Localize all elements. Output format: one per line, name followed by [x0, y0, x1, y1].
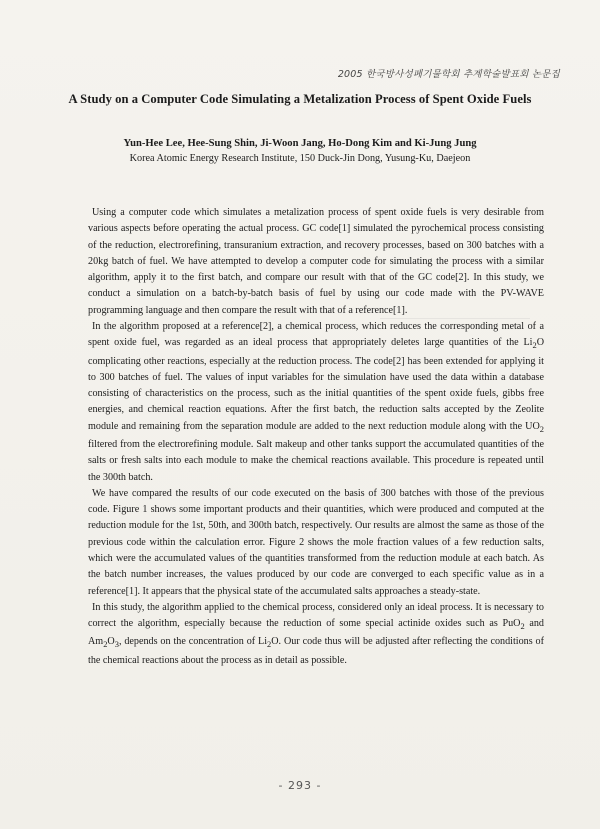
paragraph-conclusion-text-a: In this study, the algorithm applied to the chemical process, considered only an ideal process. It is necessary to correct the algorithm, especially because the reduction of some special actinide oxides such as PuO — [88, 601, 544, 630]
subscript: 2 — [532, 340, 537, 351]
paragraph-intro-text: Using a computer code which simulates a metalization process of spent oxide fuels is very desirable from various aspects before operating the actual process. GC code[1] simulated the pyrochemical process consisting of the reduction, electrorefining, transuranium extraction, and recovery processes, based on 300 batches with a 20kg batch of fuel. We have attempted to develop a computer code for simulating the process with a similar algorithm, apply it to the first batch, and compare our result with that of the GC code[2]. In this study, we conduct a simulation on a batch-by-batch basis of fuel by using our code made with the PV-WAVE programming language and then compare the result with that of a reference[1]. — [88, 207, 544, 316]
paragraph-algorithm-text-a: In the algorithm proposed at a reference[2], a chemical process, which reduces the corresponding metal of a spent oxide fuel, was regarded as an ideal process that appropriately deletes large quantities of the Li — [88, 320, 544, 349]
page-number: - 293 - — [278, 779, 322, 792]
paragraph-intro — [88, 205, 544, 319]
subscript: 2 — [539, 423, 544, 434]
affiliation: Korea Atomic Energy Research Institute, 150 Duck-Jin Dong, Yusung-Ku, Daejeon — [129, 153, 471, 164]
running-head: 2005 한국방사성폐기물학회 추계학술발표회 논문집 — [337, 69, 560, 80]
subscript: 3 — [114, 639, 119, 650]
paragraph-conclusion-text-e: O. Our code thus will be adjusted after reflecting the conditions of the chemical reactions about the process as in detail as possible. — [88, 636, 544, 666]
paragraph-conclusion — [88, 600, 544, 669]
subscript: 2 — [103, 639, 108, 650]
paragraph-conclusion-text-d: , depends on the concentration of Li — [118, 636, 268, 648]
paragraph-algorithm — [88, 319, 544, 486]
paragraph-algorithm-text-c: filtered from the electrorefining module. Salt makeup and other tanks support the accumulated quantities of the salts or fresh salts into each module to make the chemical reactions available. This procedure is repeated until the 300th batch. — [88, 439, 544, 483]
paragraph-results — [88, 486, 544, 600]
paragraph-conclusion-text-b: and Am — [88, 618, 544, 648]
subscript: 2 — [267, 639, 272, 650]
body-text — [88, 205, 544, 669]
paragraph-algorithm-text-b: O complicating other reactions, especially at the reduction process. The code[2] has been extended for applying it to 300 batches of fuel. The values of input variables for the simulation have used the data within a database consisting of characteristics on the process, such as the initial quantities of the spent oxide fuels, gibbs free energies, and chemical reaction equations. After the first batch, the reduction salts accepted by the Zeolite module and remaining from the separation module are added to the next reduction module along with the UO — [88, 337, 544, 432]
author-list: Yun-Hee Lee, Hee-Sung Shin, Ji-Woon Jang, Ho-Dong Kim and Ki-Jung Jung — [123, 138, 477, 149]
paragraph-conclusion-text-c: O — [107, 636, 115, 648]
paragraph-results-text: We have compared the results of our code executed on the basis of 300 batches with those of the previous code. Figure 1 shows some important products and their quantities, which were produced and computed at the reduction module for the 1st, 50th, and 300th batch, respectively. Our results are almost the same as those of the previous code within the calculation error. Figure 2 shows the mole fraction values of a few reduction salts, which were the accumulated values of the quantities transformed from the reduction module at each batch. As the batch number increases, the values produced by our code are converged to each specific value as in a reference[1]. It appears that the physical state of the accumulated salts approaches a steady-state. — [88, 487, 544, 597]
paper-title: A Study on a Computer Code Simulating a Metalization Process of Spent Oxide Fuels — [68, 92, 532, 106]
subscript: 2 — [520, 621, 525, 632]
